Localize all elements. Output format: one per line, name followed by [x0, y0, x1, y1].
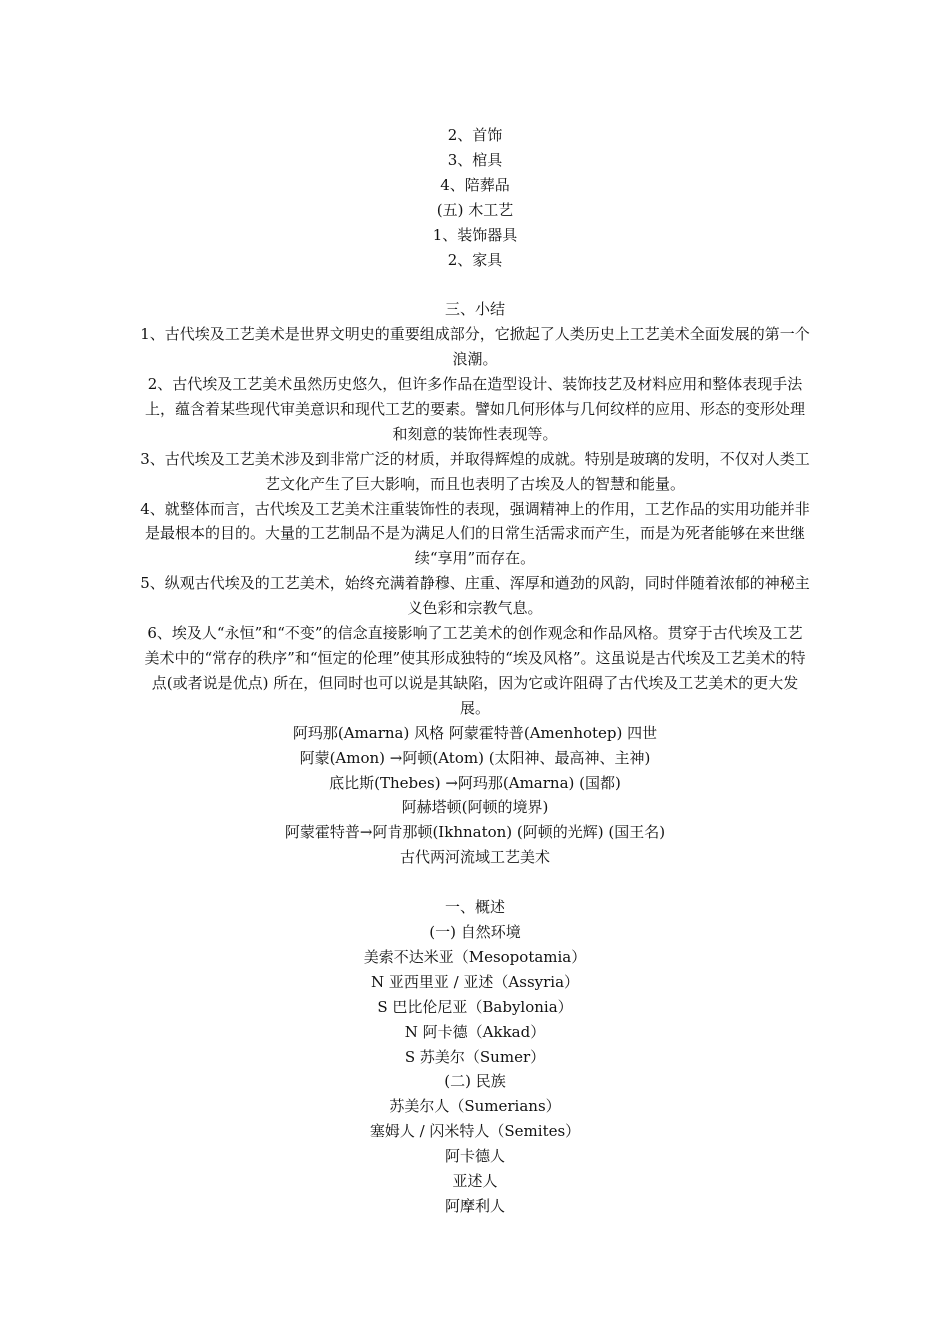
people-line-semites: 塞姆人 / 闪米特人（Semites）: [369, 1122, 581, 1141]
region-line-mesopotamia: 美索不达米亚（Mesopotamia）: [363, 947, 587, 966]
region-line-babylonia: S 巴比伦尼亚（Babylonia）: [377, 997, 573, 1016]
amarna-line-style: 阿玛那(Amarna) 风格 阿蒙霍特普(Amenhotep) 四世: [292, 723, 658, 742]
summary-paragraph-5: 5、纵观古代埃及的工艺美术，始终充满着静穆、庄重、浑厚和遒劲的风韵，同时伴随着浓郁的神秘主义色彩和宗教气息。: [140, 574, 810, 618]
amarna-line-akhetaten: 阿赫塔顿(阿顿的境界): [401, 798, 549, 817]
summary-paragraph-2: 2、古代埃及工艺美术虽然历史悠久，但许多作品在造型设计、装饰技艺及材料应用和整体表现手法上，蕴含着某些现代审美意识和现代工艺的要素。譬如几何形体与几何纹样的应用、形态的变形处理和刻意的装饰性表现等。: [144, 375, 805, 443]
summary-paragraph-3: 3、古代埃及工艺美术涉及到非常广泛的材质，并取得辉煌的成就。特别是玻璃的发明，不仅对人类工艺文化产生了巨大影响，而且也表明了古埃及人的智慧和能量。: [140, 449, 810, 493]
woodcraft-outline: [140, 123, 810, 272]
mesopotamia-outline: [140, 895, 810, 1219]
outline-line-jewelry: 2、首饰: [447, 126, 503, 144]
region-line-sumer: S 苏美尔（Sumer）: [404, 1047, 546, 1066]
document-page: [140, 123, 810, 1219]
people-line-amorites: 阿摩利人: [444, 1196, 505, 1215]
outline-line-burial-goods: 4、陪葬品: [440, 175, 510, 194]
chapter-title-mesopotamia: 古代两河流域工艺美术: [399, 848, 550, 867]
section-heading-summary: 三、小结: [444, 300, 505, 319]
outline-heading-woodcraft: (五) 木工艺: [436, 200, 514, 219]
summary-paragraph-6: 6、埃及人“永恒”和“不变”的信念直接影响了工艺美术的创作观念和作品风格。贯穿于古代埃及工艺美术中的“常存的秩序”和“恒定的伦理”使其形成独特的“埃及风格”。这虽说是古代埃及工艺美术的特点(或者说是优点) 所在，但同时也可以说是其缺陷，因为它或许阻碍了古代埃及工艺美术的更大发展。: [144, 624, 806, 717]
summary-paragraphs: [140, 322, 810, 721]
summary-paragraph-1: 1、古代埃及工艺美术是世界文明史的重要组成部分，它掀起了人类历史上工艺美术全面发展的第一个浪潮。: [140, 325, 810, 369]
region-line-assyria: N 亚西里亚 / 亚述（Assyria）: [370, 972, 580, 991]
spacer: [140, 870, 810, 895]
people-line-assyrians: 亚述人: [452, 1172, 498, 1191]
section-heading-overview: 一、概述: [444, 898, 505, 917]
region-line-akkad: N 阿卡德（Akkad）: [404, 1022, 546, 1041]
amarna-notes: [140, 721, 810, 870]
outline-line-coffins: 3、棺具: [447, 150, 503, 169]
subheading-environment: (一) 自然环境: [429, 922, 521, 941]
summary-paragraph-4: 4、就整体而言，古代埃及工艺美术注重装饰性的表现，强调精神上的作用，工艺作品的实用功能并非是最根本的目的。大量的工艺制品不是为满足人们的日常生活需求而产生，而是为死者能够在来世继续“享用”而存在。: [140, 499, 810, 568]
amarna-line-capital: 底比斯(Thebes) →阿玛那(Amarna) (国都): [329, 773, 621, 792]
spacer: [140, 272, 810, 297]
people-line-akkadians: 阿卡德人: [444, 1147, 505, 1166]
amarna-line-gods: 阿蒙(Amon) →阿顿(Atom) (太阳神、最高神、主神): [299, 748, 651, 767]
amarna-line-king-name: 阿蒙霍特普→阿肯那顿(Ikhnaton) (阿顿的光辉) (国王名): [284, 823, 666, 842]
outline-line-furniture: 2、家具: [447, 250, 503, 269]
outline-line-decorative-ware: 1、装饰器具: [432, 225, 518, 244]
people-line-sumerians: 苏美尔人（Sumerians）: [389, 1097, 561, 1116]
subheading-peoples: (二) 民族: [444, 1072, 506, 1091]
